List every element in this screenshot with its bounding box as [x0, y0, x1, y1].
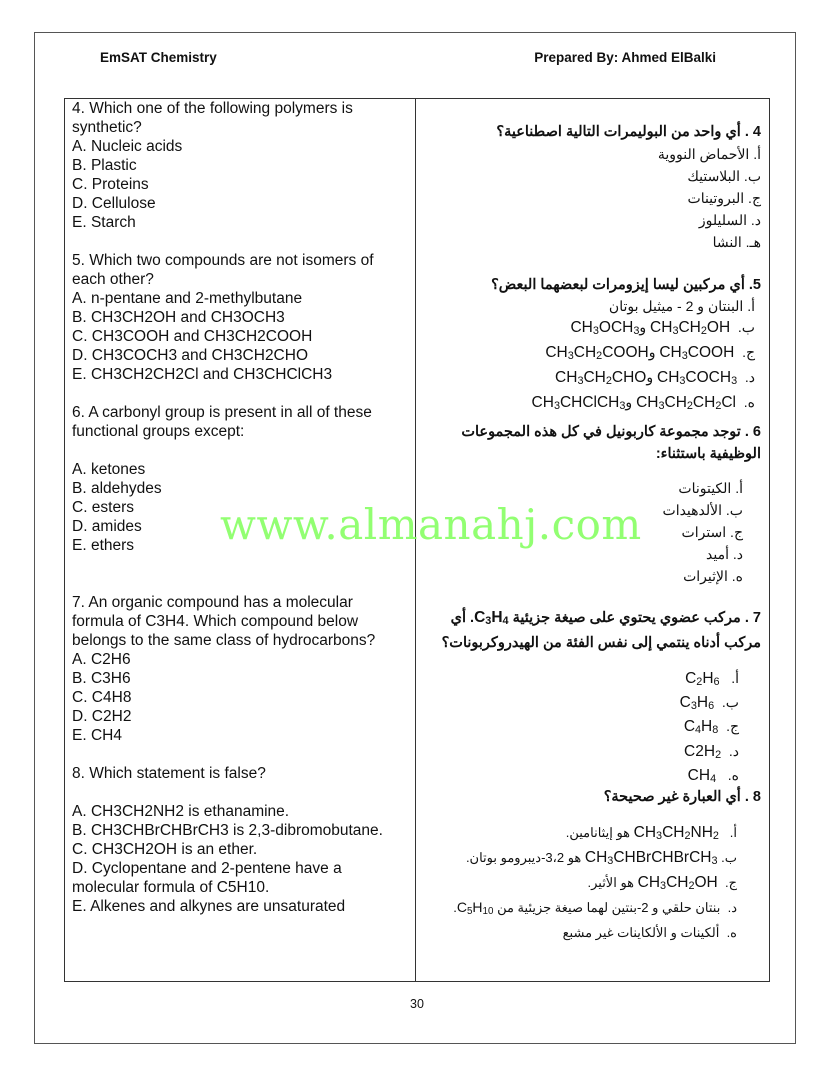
q8-en — [72, 764, 407, 916]
q7-ar-stem-1: 7 . مركب عضوي يحتوي على صيغة جزيئية $C_3H_4$. أي — [450, 609, 761, 628]
q6-ar-option-b: ب. الألدهيدات — [662, 502, 743, 518]
q5-ar-option-d: د. $CH_3COCH_3$ $وCH_3CH_2CHO$ — [555, 369, 755, 388]
q4-option-e: E. Starch — [72, 214, 136, 231]
q6-option-e: E. ethers — [72, 537, 135, 554]
q8-option-c: C. CH3CH2OH is an ether. — [72, 841, 258, 858]
q6-stem-1: 6. A carbonyl group is present in all of these — [72, 404, 372, 421]
q7-ar-option-b: ب. $C_3H_6$ — [679, 694, 739, 713]
q6-ar-stem-2: الوظيفية باستثناء: — [655, 446, 761, 462]
q7-ar-option-c: ج. $C_4H_8$ — [683, 718, 739, 737]
q8-option-b: B. CH3CHBrCHBrCH3 is 2,3-dibromobutane. — [72, 822, 383, 839]
q4-ar-option-e: هـ. النشا — [712, 234, 761, 250]
q7-stem-3: belongs to the same class of hydrocarbons? — [72, 632, 376, 649]
q8-ar — [416, 787, 761, 943]
q5-stem-1: 5. Which two compounds are not isomers of — [72, 252, 374, 269]
q8-ar-stem: 8 . أي العبارة غير صحيحة؟ — [603, 789, 761, 805]
q4-stem-2: synthetic? — [72, 119, 142, 136]
q5-ar-option-c: ج. $CH_3COOH$ $وCH_3CH_2COOH$ — [545, 344, 755, 363]
q8-option-d-1: D. Cyclopentane and 2-pentene have a — [72, 860, 342, 877]
q5-en — [72, 251, 407, 384]
q8-ar-option-a: أ. $CH_3CH_2NH_2$ هو إيثانامين. — [565, 824, 737, 843]
q8-option-e: E. Alkenes and alkynes are unsaturated — [72, 898, 346, 915]
header-left: EmSAT Chemistry — [100, 50, 217, 65]
q6-ar-option-d: د. أميد — [706, 546, 743, 562]
q4-ar-option-c: ج. البروتينات — [687, 190, 761, 206]
q6-option-a: A. ketones — [72, 461, 146, 478]
q5-ar-option-a: أ. البنتان و 2 - ميثيل بوتان — [608, 298, 755, 314]
q4-ar-option-b: ب. البلاستيك — [687, 168, 761, 184]
q5-ar-stem: 5. أي مركبين ليسا إيزومرات لبعضهما البعض؟ — [491, 277, 761, 293]
q7-option-d: D. C2H2 — [72, 708, 132, 725]
q7-stem-2: formula of C3H4. Which compound below — [72, 613, 359, 630]
q4-stem-1: 4. Which one of the following polymers is — [72, 100, 353, 117]
q6-ar-stem-1: 6 . توجد مجموعة كاربونيل في كل هذه المجموعات — [461, 424, 761, 440]
q7-option-e: E. CH4 — [72, 727, 122, 744]
q4-en — [72, 99, 407, 232]
q6-option-d: D. amides — [72, 518, 142, 535]
q4-option-c: C. Proteins — [72, 176, 149, 193]
q5-option-b: B. CH3CH2OH and CH3OCH3 — [72, 309, 285, 326]
q7-option-b: B. C3H6 — [72, 670, 131, 687]
q7-option-c: C. C4H8 — [72, 689, 132, 706]
q7-ar-option-d: د. $C2H_2$ — [684, 742, 739, 761]
q5-option-a: A. n-pentane and 2-methylbutane — [72, 290, 303, 307]
q5-ar-option-e: ه. $CH_3CH_2CH_2Cl$ وCH$_3$CHClCH$_3$ — [531, 394, 755, 413]
q4-option-d: D. Cellulose — [72, 195, 156, 212]
q7-ar-stem-2: مركب أدناه ينتمي إلى نفس الفئة من الهيدروكربونات؟ — [441, 635, 761, 652]
q7-ar-option-e: ه. $CH_4$ — [687, 766, 739, 785]
q7-option-a: A. C2H6 — [72, 651, 131, 668]
watermark: www.almanahj.com — [220, 500, 642, 549]
q8-ar-option-d: د. بنتان حلقي و 2-بنتين لهما صيغة جزيئية من $C_5H_{10}$. — [453, 899, 737, 918]
q7-ar — [426, 607, 761, 789]
page-number: 30 — [410, 997, 424, 1011]
q4-ar-stem: 4 . أي واحد من البوليمرات التالية اصطناعية؟ — [496, 124, 761, 140]
q8-stem: 8. Which statement is false? — [72, 765, 266, 782]
q6-ar-option-e: ه. الإثيرات — [683, 568, 743, 584]
q4-option-a: A. Nucleic acids — [72, 138, 183, 155]
q6-ar-option-c: ج. استرات — [681, 524, 743, 540]
q8-option-a: A. CH3CH2NH2 is ethanamine. — [72, 803, 290, 820]
q5-ar — [426, 275, 761, 418]
q4-option-b: B. Plastic — [72, 157, 137, 174]
q8-ar-option-b: ب. $CH_3CHBrCHBrCH_3$ هو 3،2-ديبرومو بوتان. — [465, 849, 737, 868]
q7-en — [72, 593, 407, 745]
q6-option-b: B. aldehydes — [72, 480, 162, 497]
header-right: Prepared By: Ahmed ElBalki — [534, 50, 716, 65]
q5-option-c: C. CH3COOH and CH3CH2COOH — [72, 328, 313, 345]
q6-ar-option-a: أ. الكيتونات — [678, 480, 743, 496]
q8-option-d-2: molecular formula of C5H10. — [72, 879, 270, 896]
q4-ar-option-d: د. السليلوز — [698, 212, 761, 228]
q5-option-d: D. CH3COCH3 and CH3CH2CHO — [72, 347, 309, 364]
q7-ar-option-a: أ. $C_2H_6$ — [685, 670, 739, 689]
q4-ar-option-a: أ. الأحماض النووية — [657, 146, 761, 162]
q7-stem-1: 7. An organic compound has a molecular — [72, 594, 353, 611]
q5-ar-option-b: ب. $CH_3CH_2OH$ $وCH_3OCH_3$ — [570, 319, 755, 338]
q8-ar-option-e: ه. ألكينات و الألكاينات غير مشبع — [562, 925, 737, 941]
q5-option-e: E. CH3CH2CH2Cl and CH3CHClCH3 — [72, 366, 333, 383]
q6-stem-2: functional groups except: — [72, 423, 245, 440]
q5-stem-2: each other? — [72, 271, 154, 288]
q8-ar-option-c: ج. $CH_3CH_2OH$ هو الأثير. — [587, 874, 737, 893]
q4-ar — [426, 121, 761, 253]
q6-option-c: C. esters — [72, 499, 135, 516]
